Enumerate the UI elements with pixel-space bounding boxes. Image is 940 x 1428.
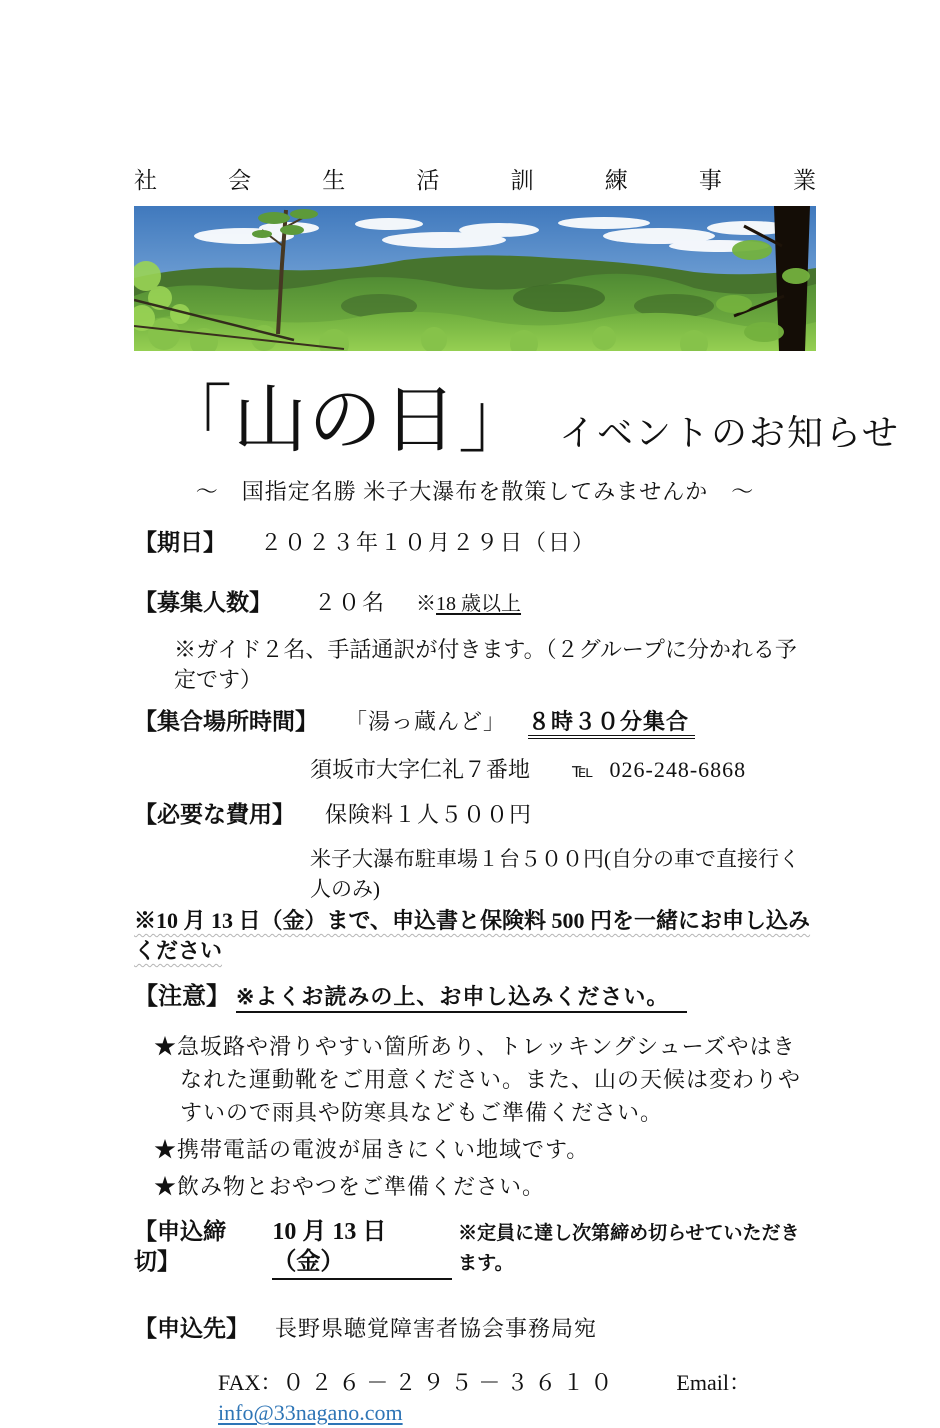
capacity-note xyxy=(416,593,521,615)
deadline-date: 10 月 13 日（金） xyxy=(272,1217,452,1280)
guide-note: ※ガイド２名、手話通訳が付きます。（２グループに分かれる予定です） xyxy=(174,637,797,692)
warning-item-signal: ★携帯電話の電波が届きにくい地域です。 xyxy=(154,1137,590,1162)
row-contact xyxy=(134,1368,816,1428)
warning-list xyxy=(134,1030,816,1203)
row-date xyxy=(134,528,816,558)
capacity-note-text: 18 歳以上 xyxy=(436,593,522,615)
deadline-label: 【申込締切】 xyxy=(134,1219,226,1274)
forest-landscape-photo xyxy=(134,206,816,351)
meeting-time: ８時３０分集合 xyxy=(528,709,695,739)
meeting-label: 【集合場所時間】 xyxy=(134,709,318,734)
capacity-value: ２０名 xyxy=(314,590,387,615)
fax-label: FAX： xyxy=(218,1370,283,1395)
row-capacity xyxy=(134,588,816,619)
row-caution xyxy=(134,982,816,1012)
caution-text: ※よくお読みの上、お申し込みください。 xyxy=(236,984,687,1013)
date-label: 【期日】 xyxy=(134,530,226,555)
address-text: 須坂市大字仁礼７番地 xyxy=(310,757,531,782)
application-deadline-note xyxy=(134,906,816,966)
warning-item-snacks: ★飲み物とおやつをご準備ください。 xyxy=(154,1174,546,1199)
row-cost xyxy=(134,800,816,830)
apply-to-value: 長野県聴覚障害者協会事務局宛 xyxy=(275,1316,598,1341)
tel-number: 026-248-6868 xyxy=(609,757,747,782)
event-subtitle: ～ 国指定名勝 米子大瀑布を散策してみませんか ～ xyxy=(195,479,755,504)
cost-value: 保険料１人５００円 xyxy=(325,802,533,827)
parking-note: 米子大瀑布駐車場１台５００円(自分の車で直接行く人のみ) xyxy=(310,847,800,901)
event-title-sub: イベントのお知らせ xyxy=(559,413,900,453)
fax-number: ０２６－２９５－３６１０ xyxy=(282,1370,619,1395)
date-value: ２０２３年１０月２９日（日） xyxy=(260,530,597,555)
cost-label: 【必要な費用】 xyxy=(134,802,295,827)
application-deadline-note-text: ※10 月 13 日（金）まで、申込書と保険料 500 円を一緒にお申し込みください xyxy=(134,908,811,963)
apply-to-label: 【申込先】 xyxy=(134,1316,249,1341)
event-title xyxy=(134,361,900,467)
email-link[interactable]: info@33nagano.com xyxy=(218,1400,403,1425)
event-title-main: 「山の日」 xyxy=(158,380,533,462)
tel-icon: ℡ xyxy=(572,760,594,782)
caution-label: 【注意】 xyxy=(134,984,230,1010)
page-title: 社会生活訓練事業 xyxy=(134,168,816,193)
email-label: Email： xyxy=(676,1370,751,1395)
capacity-note-mark: ※ xyxy=(416,593,437,615)
row-meeting xyxy=(134,707,816,737)
meeting-place: 「湯っ蔵んど」 xyxy=(356,709,507,734)
warning-item-shoes: ★急坂路や滑りやすい箇所あり、トレッキングシューズやはきなれた運動靴をご用意ください。また、山の天候は変わりやすいので雨具や防寒具などもご準備ください。 xyxy=(154,1034,802,1125)
capacity-label: 【募集人数】 xyxy=(134,590,272,615)
row-apply-to xyxy=(134,1314,816,1344)
deadline-note: ※定員に達し次第締め切らせていただきます。 xyxy=(458,1223,800,1274)
row-deadline xyxy=(134,1217,816,1280)
row-address xyxy=(134,755,816,786)
